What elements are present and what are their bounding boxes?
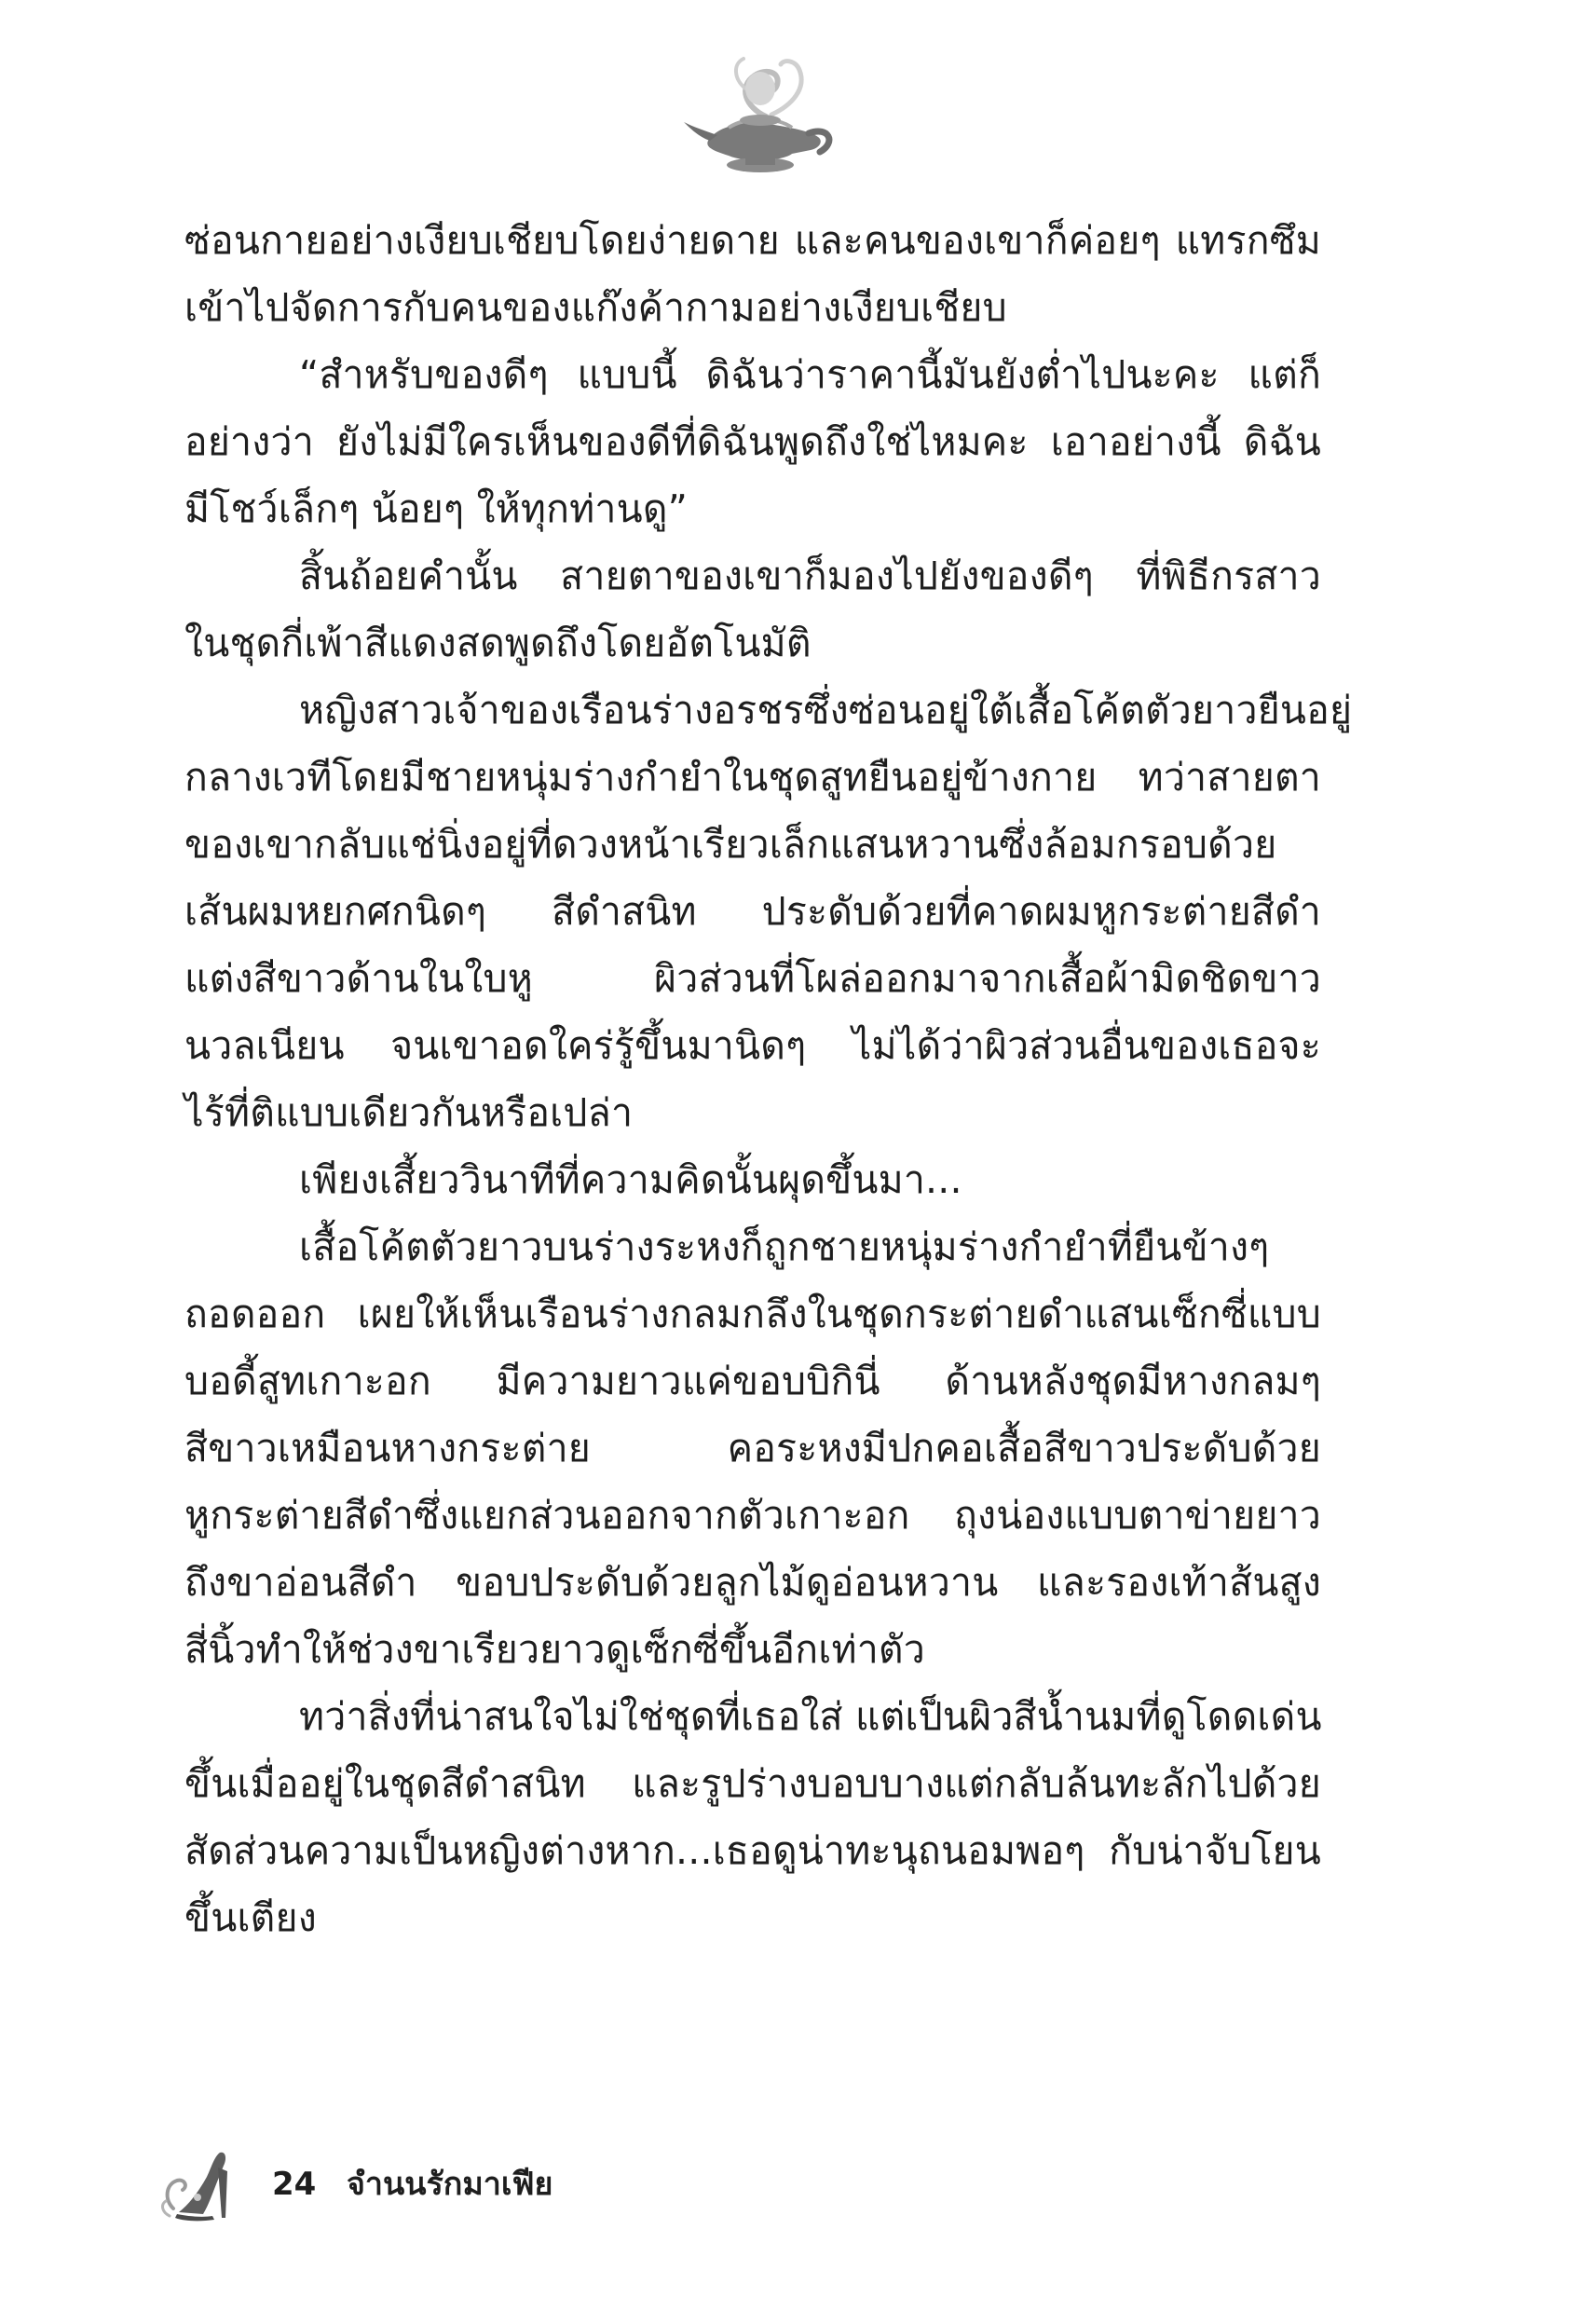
text-line: ในชุดกี่เพ้าสีแดงสดพูดถึงโดยอัตโนมัติ xyxy=(184,621,812,665)
text-line: ขึ้นเมื่ออยู่ในชุดสีดำสนิท และรูปร่างบอบบางแต่กลับล้นทะลักไปด้วย xyxy=(184,1761,1321,1806)
text-line: ถอดออก เผยให้เห็นเรือนร่างกลมกลึงในชุดกระต่ายดำแสนเซ็กซี่แบบ xyxy=(184,1292,1321,1336)
text-line: แต่งสีขาวด้านในใบหู ผิวส่วนที่โผล่ออกมาจากเสื้อผ้ามิดชิดขาว xyxy=(184,956,1321,1001)
text-line: ถึงขาอ่อนสีดำ ขอบประดับด้วยลูกไม้ดูอ่อนหวาน และรองเท้าส้นสูง xyxy=(184,1560,1321,1605)
high-heel-shoe-ornament-icon xyxy=(160,2143,233,2223)
text-line: มีโชว์เล็กๆ น้อยๆ ให้ทุกท่านดู” xyxy=(184,486,689,531)
page-number: 24 xyxy=(272,2166,317,2203)
text-line: สีขาวเหมือนหางกระต่าย คอระหงมีปกคอเสื้อสีขาวประดับด้วย xyxy=(184,1426,1321,1470)
text-line: สัดส่วนความเป็นหญิงต่างหาก...เธอดูน่าทะนุถนอมพอๆ กับน่าจับโยน xyxy=(184,1828,1321,1873)
genie-lamp-ornament-icon xyxy=(680,51,839,177)
text-line: เพียงเสี้ยววินาทีที่ความคิดนั้นผุดขึ้นมา... xyxy=(299,1157,962,1202)
text-line: สี่นิ้วทำให้ช่วงขาเรียวยาวดูเซ็กซี่ขึ้นอีกเท่าตัว xyxy=(184,1627,925,1672)
text-line: นวลเนียน จนเขาอดใคร่รู้ขึ้นมานิดๆ ไม่ได้ว่าผิวส่วนอื่นของเธอจะ xyxy=(184,1023,1321,1068)
text-line: ทว่าสิ่งที่น่าสนใจไม่ใช่ชุดที่เธอใส่ แต่เป็นผิวสีน้ำนมที่ดูโดดเด่น xyxy=(299,1694,1322,1739)
text-line: หูกระต่ายสีดำซึ่งแยกส่วนออกจากตัวเกาะอก ถุงน่องแบบตาข่ายยาว xyxy=(184,1493,1321,1538)
text-line: กลางเวทีโดยมีชายหนุ่มร่างกำยำในชุดสูทยืนอยู่ข้างกาย ทว่าสายตา xyxy=(184,755,1321,800)
text-line: ไร้ที่ติแบบเดียวกันหรือเปล่า xyxy=(184,1090,634,1135)
text-line: บอดี้สูทเกาะอก มีความยาวแค่ขอบบิกินี่ ด้านหลังชุดมีหางกลมๆ xyxy=(184,1359,1321,1403)
running-title: จำนนรักมาเฟีย xyxy=(347,2166,553,2203)
text-line: “สำหรับของดีๆ แบบนี้ ดิฉันว่าราคานี้มันยังต่ำไปนะคะ แต่ก็ xyxy=(299,352,1321,397)
text-line: อย่างว่า ยังไม่มีใครเห็นของดีที่ดิฉันพูดถึงใช่ไหมคะ เอาอย่างนี้ ดิฉัน xyxy=(184,419,1321,464)
text-line: เข้าไปจัดการกับคนของแก๊งค้ากามอย่างเงียบเชียบ xyxy=(184,285,1007,330)
text-line: ของเขากลับแช่นิ่งอยู่ที่ดวงหน้าเรียวเล็กแสนหวานซึ่งล้อมกรอบด้วย xyxy=(184,822,1277,867)
text-line: หญิงสาวเจ้าของเรือนร่างอรชรซึ่งซ่อนอยู่ใต้เสื้อโค้ตตัวยาวยืนอยู่ xyxy=(299,688,1353,732)
text-line: ซ่อนกายอย่างเงียบเชียบโดยง่ายดาย และคนของเขาก็ค่อยๆ แทรกซึม xyxy=(184,218,1321,263)
page-footer xyxy=(160,2143,812,2227)
text-line: เส้นผมหยกศกนิดๆ สีดำสนิท ประดับด้วยที่คาดผมหูกระต่ายสีดำ xyxy=(184,889,1321,934)
text-line: สิ้นถ้อยคำนั้น สายตาของเขาก็มองไปยังของดีๆ ที่พิธีกรสาว xyxy=(299,554,1321,598)
text-line: เสื้อโค้ตตัวยาวบนร่างระหงก็ถูกชายหนุ่มร่างกำยำที่ยืนข้างๆ xyxy=(299,1224,1270,1269)
text-line: ขึ้นเตียง xyxy=(184,1895,317,1940)
